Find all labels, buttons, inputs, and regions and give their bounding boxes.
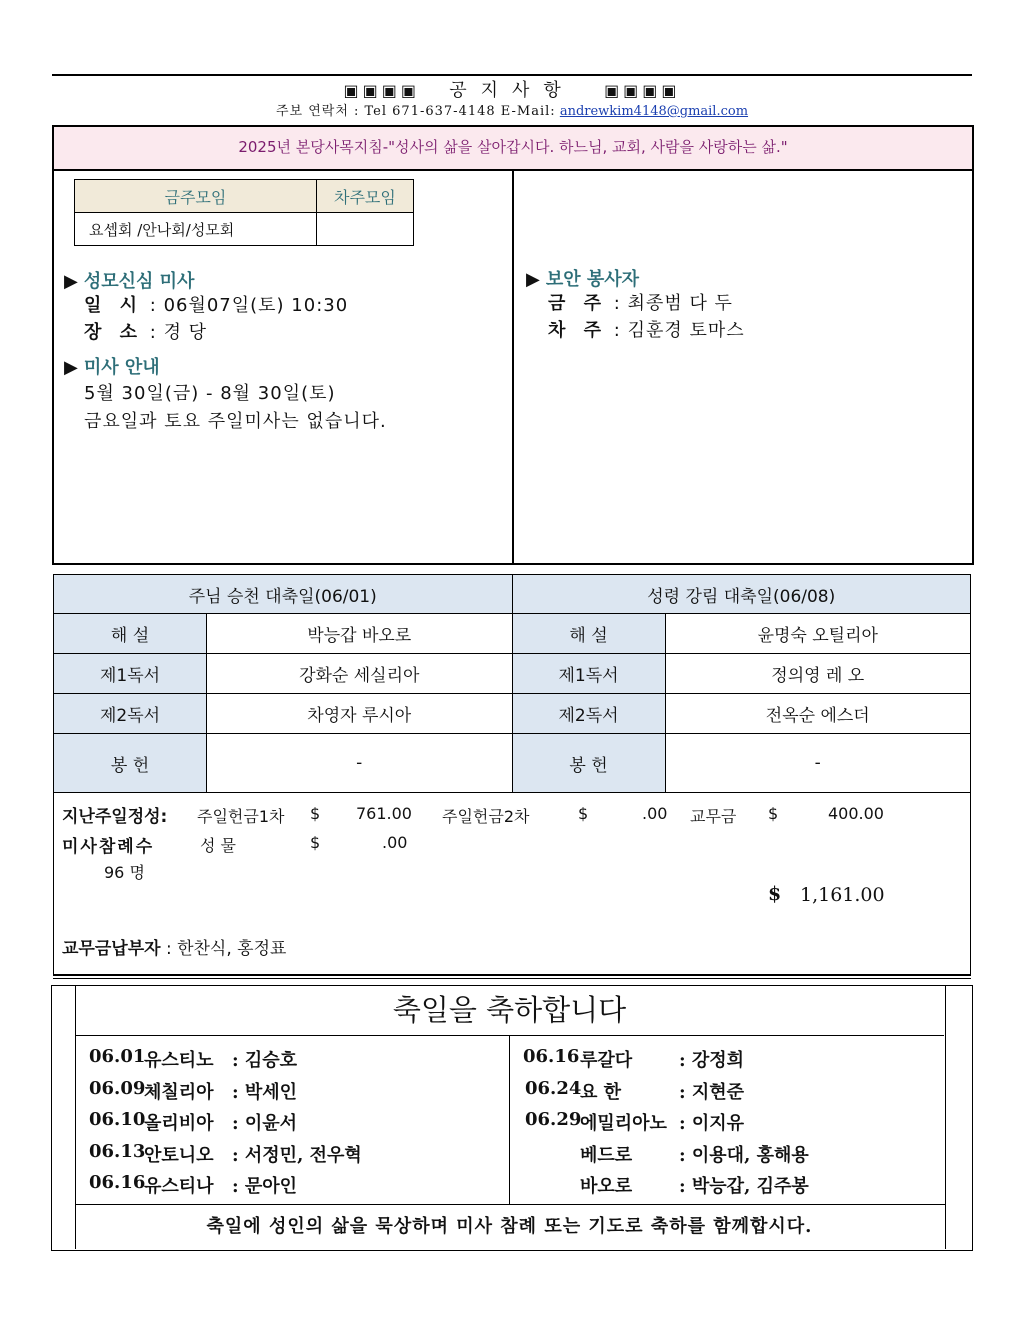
- right-feast-title: 성령 강림 대축일(06/08): [512, 575, 971, 614]
- feast-saint: 체칠리아: [144, 1082, 214, 1103]
- feast-saint: 루갈다: [580, 1050, 633, 1071]
- notice-box: [52, 125, 974, 565]
- row-label: 제2독서: [54, 694, 207, 734]
- guide-line-2: 금요일과 토요 주일미사는 없습니다.: [84, 411, 387, 432]
- right-first-reading: 정의영 레 오: [665, 654, 971, 694]
- feast-date: 06.16: [523, 1046, 580, 1067]
- dues-payers-value: : 한찬식, 홍정표: [165, 939, 287, 959]
- gift-label: 성 물: [200, 836, 236, 855]
- mass-section-title: ▶ 성모신심 미사: [64, 271, 195, 292]
- security-next-week-value: : 김훈경 토마스: [613, 320, 745, 341]
- feast-names: : 이지유: [679, 1113, 745, 1134]
- feast-date: 06.24: [525, 1078, 582, 1099]
- right-commentator: 윤명숙 오틸리아: [665, 614, 971, 654]
- feast-names: : 김승호: [232, 1050, 298, 1071]
- security-this-week-label: 금 주: [548, 293, 608, 314]
- right-offertory: -: [665, 734, 971, 793]
- feast-footer: 축일에 성인의 삶을 묵상하며 미사 참례 또는 기도로 축하를 함께합시다.: [206, 1216, 813, 1237]
- email-link[interactable]: andrewkim4148@gmail.com: [559, 104, 749, 119]
- row-label: 봉 헌: [54, 734, 207, 793]
- feast-date: 06.01: [89, 1046, 146, 1067]
- gift-currency: $: [310, 833, 321, 852]
- feast-date: 06.16: [89, 1172, 146, 1193]
- security-this-week: [548, 289, 733, 315]
- feast-saint: 에밀리아노: [580, 1113, 667, 1134]
- page-title: [52, 76, 972, 102]
- feast-saint: 요 한: [580, 1082, 622, 1103]
- offering2-value: .00: [642, 804, 668, 823]
- security-this-week-value: : 최종범 다 두: [613, 293, 733, 314]
- feast-date: 06.29: [525, 1109, 582, 1130]
- dues-value: 400.00: [828, 804, 884, 823]
- guide-line-1: 5월 30일(금) - 8월 30일(토): [84, 383, 336, 404]
- offering2-label: 주일헌금2차: [442, 807, 530, 826]
- feast-names: : 이용대, 홍해용: [679, 1145, 809, 1166]
- title-text: 공지사항: [449, 80, 575, 101]
- last-week-label: 지난주일정성:: [62, 807, 168, 827]
- feast-names: : 지현준: [679, 1082, 745, 1103]
- feast-saint: 유스티노: [144, 1050, 214, 1071]
- dues-payers-label: 교무금납부자: [62, 939, 161, 959]
- left-first-reading: 강화순 세실리아: [207, 654, 513, 694]
- notice-divider: [512, 169, 514, 563]
- row-label: 해 설: [54, 614, 207, 654]
- feast-saint: 올리비아: [144, 1113, 214, 1134]
- contact-label: 주보 연락처 : Tel 671-637-4148 E-Mail:: [275, 104, 556, 119]
- left-second-reading: 차영자 루시아: [207, 694, 513, 734]
- next-week-meeting: [316, 213, 413, 246]
- dues-payers-line: [62, 934, 286, 959]
- row-label: 제1독서: [512, 654, 665, 694]
- motto-banner: 2025년 본당사목지침-"성사의 삶을 살아갑시다. 하느님, 교회, 사람을 사랑하는 삶.": [54, 127, 972, 171]
- guide-section-title: ▶ 미사 안내: [64, 357, 160, 378]
- feast-divider: [509, 1036, 510, 1204]
- security-next-week: [548, 316, 745, 342]
- contact-line: [52, 100, 972, 119]
- feast-saint: 바오로: [580, 1176, 633, 1197]
- feast-names: : 박능갑, 김주봉: [679, 1176, 809, 1197]
- triangle-icon: ▶: [526, 269, 540, 290]
- liturgy-table: [53, 574, 971, 793]
- offering1-currency: $: [310, 804, 321, 823]
- offering1-label: 주일헌금1차: [197, 807, 285, 826]
- feast-names: : 문아인: [232, 1176, 298, 1197]
- mass-date-label: 일 시: [84, 295, 144, 316]
- feast-names: : 강정희: [679, 1050, 745, 1071]
- left-feast-title: 주님 승천 대축일(06/01): [54, 575, 513, 614]
- triangle-icon: ▶: [64, 271, 78, 292]
- offering2-currency: $: [578, 804, 589, 823]
- triangle-icon: ▶: [64, 357, 78, 378]
- feast-saint: 안토니오: [144, 1145, 214, 1166]
- this-week-meeting-header: 금주모임: [75, 180, 317, 213]
- feast-names: : 이윤서: [232, 1113, 298, 1134]
- left-offertory: -: [207, 734, 513, 793]
- feast-names: : 박세인: [232, 1082, 298, 1103]
- gift-value: .00: [382, 833, 408, 852]
- row-label: 제2독서: [512, 694, 665, 734]
- feast-footer-rule: [75, 1204, 945, 1205]
- mass-date-value: : 06월07일(토) 10:30: [149, 295, 349, 316]
- total-currency: $: [768, 883, 782, 905]
- feast-names: : 서정민, 전우혁: [232, 1145, 362, 1166]
- left-commentator: 박능갑 바오로: [207, 614, 513, 654]
- attendance-value: 96 명: [104, 863, 145, 882]
- next-week-meeting-header: 차주모임: [316, 180, 413, 213]
- feast-date: 06.13: [89, 1141, 146, 1162]
- row-label: 제1독서: [54, 654, 207, 694]
- dues-currency: $: [768, 804, 779, 823]
- feast-saint: 유스티나: [144, 1176, 214, 1197]
- finance-box: [53, 785, 971, 976]
- offering1-value: 761.00: [356, 804, 412, 823]
- meeting-table: [74, 179, 414, 246]
- security-next-week-label: 차 주: [548, 320, 608, 341]
- mass-date: [84, 291, 348, 317]
- dues-label: 교무금: [690, 807, 737, 826]
- title-squares-right: ▣▣▣▣: [604, 81, 681, 100]
- row-label: 해 설: [512, 614, 665, 654]
- mass-place-value: : 경 당: [149, 322, 208, 343]
- mass-place-label: 장 소: [84, 322, 144, 343]
- mass-place: [84, 318, 207, 344]
- this-week-meeting: 요셉회 /안나회/성모회: [75, 213, 317, 246]
- title-squares-left: ▣▣▣▣: [343, 81, 420, 100]
- finance-double-rule: [53, 974, 971, 979]
- feast-date: 06.10: [89, 1109, 146, 1130]
- security-section-title: ▶ 보안 봉사자: [526, 269, 640, 290]
- feast-saint: 베드로: [580, 1145, 633, 1166]
- row-label: 봉 헌: [512, 734, 665, 793]
- feast-title: 축일을 축하합니다: [75, 985, 944, 1036]
- right-second-reading: 전옥순 에스더: [665, 694, 971, 734]
- total-value: 1,161.00: [800, 884, 885, 906]
- attendance-label: 미사참례수: [62, 837, 155, 857]
- feast-date: 06.09: [89, 1078, 146, 1099]
